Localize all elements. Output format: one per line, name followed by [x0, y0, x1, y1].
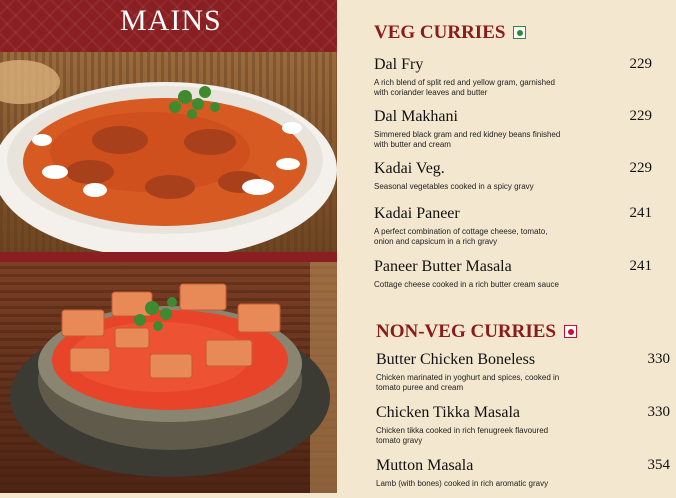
item-description: Chicken tikka cooked in rich fenugreek flavoured tomato gravy: [376, 426, 549, 445]
item-description: Cottage cheese cooked in a rich butter cream sauce: [374, 280, 559, 289]
item-name: Dal Makhani: [374, 108, 458, 125]
divider-band: [0, 252, 337, 262]
veg-symbol-icon: [513, 26, 526, 39]
item-description: A rich blend of split red and yellow gram, garnished with coriander leaves and butter: [374, 78, 555, 97]
item-price: 229: [629, 160, 652, 176]
paneer-curry-illustration: [0, 262, 337, 493]
veg-curries-heading: [374, 22, 526, 44]
page-title: MAINS: [120, 4, 222, 37]
item-price: 229: [629, 108, 652, 124]
item-name: Paneer Butter Masala: [374, 258, 512, 275]
item-description: Simmered black gram and red kidney beans finished with butter and cream: [374, 130, 561, 149]
non-veg-symbol-icon: [564, 325, 577, 338]
item-name: Chicken Tikka Masala: [376, 404, 520, 421]
item-price: 354: [647, 457, 670, 473]
veg-curries-title: VEG CURRIES: [374, 22, 506, 43]
item-name: Butter Chicken Boneless: [376, 351, 536, 368]
non-veg-curries-title: NON-VEG CURRIES: [376, 321, 556, 342]
item-description: Lamb (with bones) cooked in rich aromatic gravy: [376, 479, 549, 488]
item-description: Seasonal vegetables cooked in a spicy gravy: [374, 182, 534, 191]
item-name: Kadai Paneer: [374, 205, 460, 222]
butter-chicken-photo: [0, 52, 337, 252]
non-veg-curries-heading: [376, 321, 577, 343]
item-price: 229: [629, 56, 652, 72]
menu-panel: [337, 0, 670, 493]
item-price: 330: [647, 404, 670, 420]
item-description: Chicken marinated in yoghurt and spices, cooked in tomato puree and cream: [376, 373, 560, 392]
left-photo-panel: [0, 0, 337, 493]
item-name: Mutton Masala: [376, 457, 474, 474]
item-price: 330: [647, 351, 670, 367]
paneer-curry-photo: [0, 262, 337, 493]
item-name: Kadai Veg.: [374, 160, 445, 177]
item-price: 241: [629, 205, 652, 221]
item-description: A perfect combination of cottage cheese, tomato, onion and capsicum in a rich gravy: [374, 227, 548, 246]
item-name: Dal Fry: [374, 56, 424, 73]
item-price: 241: [629, 258, 652, 274]
butter-chicken-illustration: [0, 52, 337, 252]
